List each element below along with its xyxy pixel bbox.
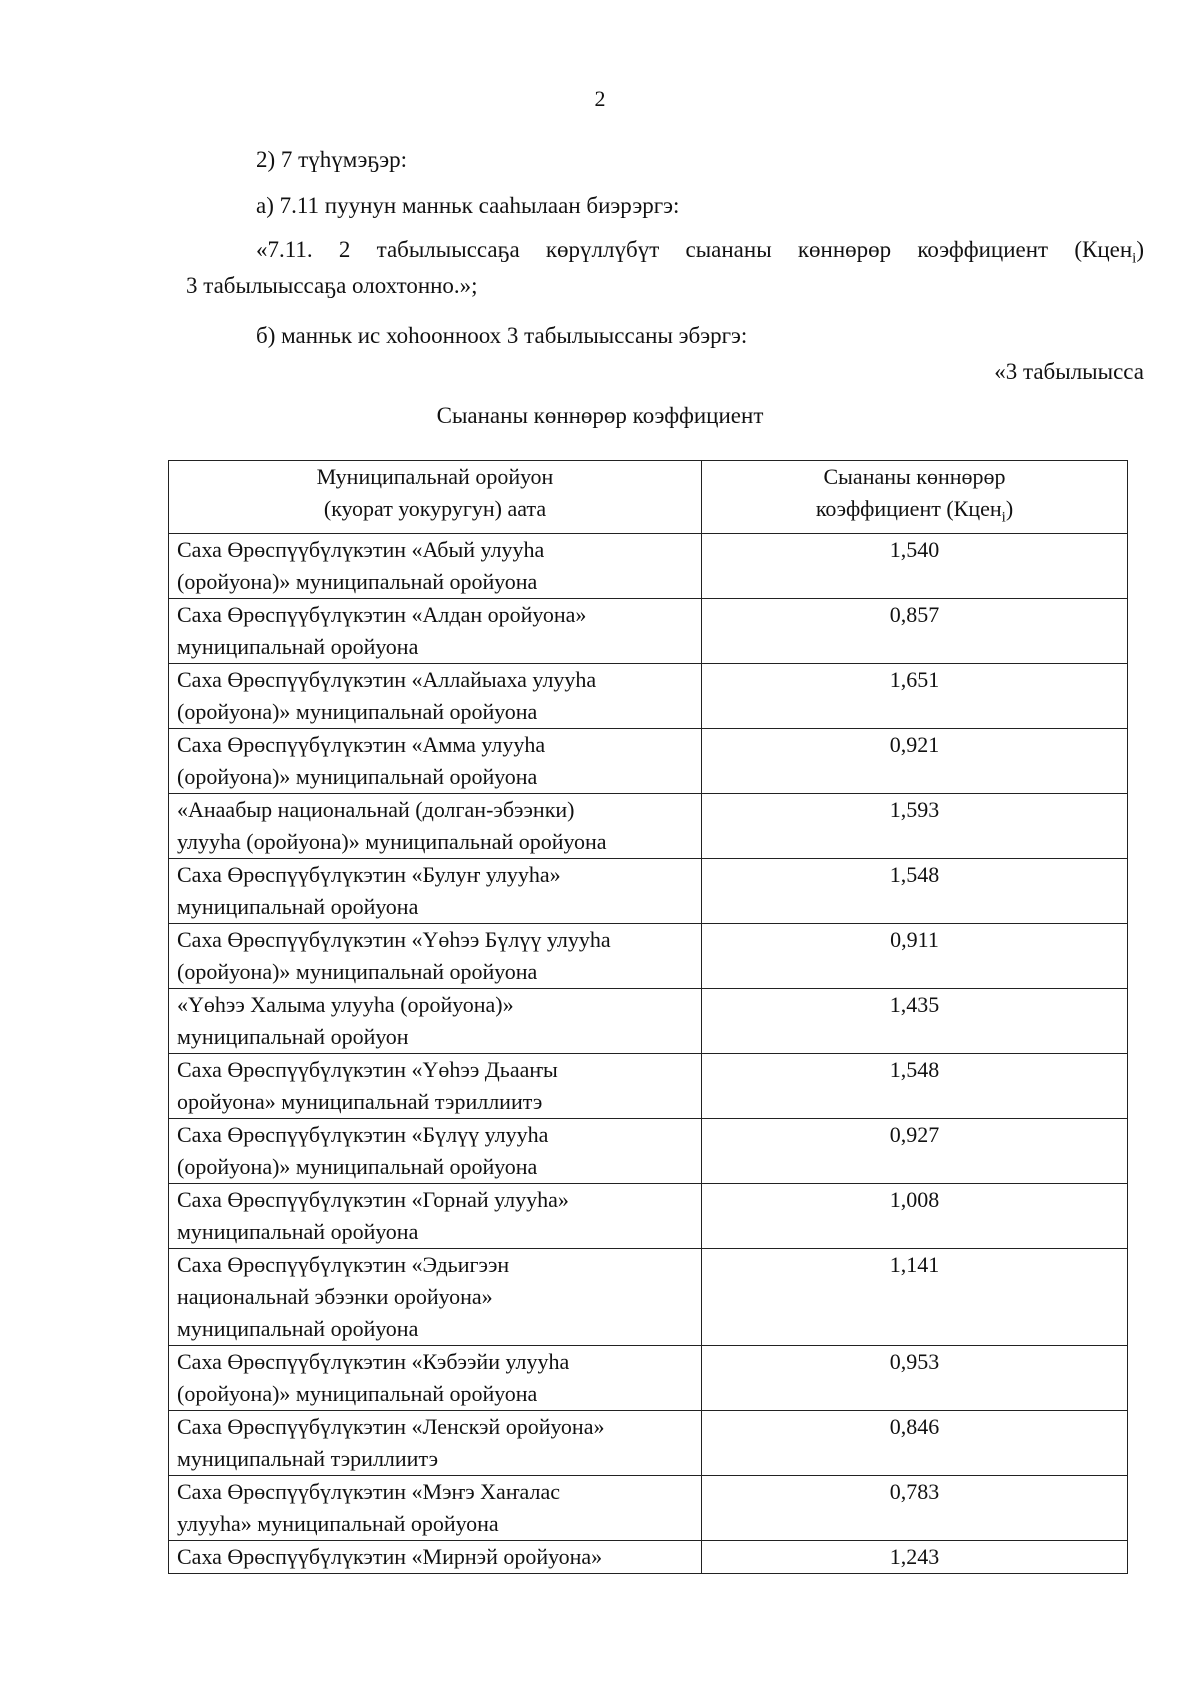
municipality-name-cell bbox=[169, 599, 702, 664]
coefficient-value-cell: 1,008 bbox=[702, 1184, 1128, 1249]
table-row bbox=[169, 534, 1128, 599]
municipality-name-cell bbox=[169, 1119, 702, 1184]
municipality-name-cell bbox=[169, 534, 702, 599]
municipality-name-cell bbox=[169, 1411, 702, 1476]
municipality-name-line: Саха Өрөспүүбүлүкэтин «Булуҥ улууһа» bbox=[177, 862, 561, 888]
header-municipality-line2: (куорат уокуругун) аата bbox=[323, 496, 547, 521]
table-row bbox=[169, 1184, 1128, 1249]
table-row bbox=[169, 729, 1128, 794]
table-row bbox=[169, 794, 1128, 859]
municipality-name-line: Саха Өрөспүүбүлүкэтин «Кэбээйи улууһа bbox=[177, 1349, 570, 1375]
paragraph-item-b: б) манньк ис хоһоонноох 3 табылыыссаны эбэргэ: bbox=[256, 323, 748, 348]
coefficient-value-cell: 1,651 bbox=[702, 664, 1128, 729]
coefficient-value-cell: 1,593 bbox=[702, 794, 1128, 859]
municipality-name-line: «Үөһээ Халыма улууһа (оройуона)» bbox=[177, 992, 514, 1018]
municipality-name-line: «Анаабыр национальнай (долган-эбээнки) bbox=[177, 797, 575, 823]
municipality-name-line: Саха Өрөспүүбүлүкэтин «Ленскэй оройуона» bbox=[177, 1414, 605, 1440]
municipality-name-line: (оройуона)» муниципальнай оройуона bbox=[177, 764, 538, 790]
coefficient-value-cell: 1,243 bbox=[702, 1541, 1128, 1574]
coefficient-value-cell: 1,548 bbox=[702, 1054, 1128, 1119]
table-row bbox=[169, 1346, 1128, 1411]
quote-subscript: i bbox=[1132, 250, 1137, 267]
municipality-name-line: оройуона» муниципальнай тэриллиитэ bbox=[177, 1089, 543, 1115]
municipality-name-cell bbox=[169, 794, 702, 859]
municipality-name-cell bbox=[169, 1541, 702, 1574]
paragraph-item-2: 2) 7 түһүмэҕэр: bbox=[256, 147, 408, 172]
quote-close: ) bbox=[1136, 237, 1144, 262]
municipality-name-line: Саха Өрөспүүбүлүкэтин «Үөһээ Дьааҥы bbox=[177, 1057, 558, 1083]
paragraph-item-a: а) 7.11 пуунун манньк сааһылаан биэрэргэ: bbox=[256, 193, 680, 218]
municipality-name-cell bbox=[169, 1346, 702, 1411]
municipality-name-line: муниципальнай оройуона bbox=[177, 1316, 419, 1342]
municipality-name-line: муниципальнай оройуон bbox=[177, 1024, 409, 1050]
table-row bbox=[169, 1541, 1128, 1574]
coefficient-value-cell: 1,540 bbox=[702, 534, 1128, 599]
municipality-name-line: Саха Өрөспүүбүлүкэтин «Алдан оройуона» bbox=[177, 602, 587, 628]
header-coefficient bbox=[702, 461, 1128, 534]
municipality-name-line: Саха Өрөспүүбүлүкэтин «Абый улууһа bbox=[177, 537, 545, 563]
table-row bbox=[169, 859, 1128, 924]
quote-text: «7.11. 2 табылыыссаҕа көрүллүбүт сыананы көннөрөр коэффициент (Кцен bbox=[256, 237, 1133, 262]
coefficient-value-cell: 1,435 bbox=[702, 989, 1128, 1054]
header-coefficient-close: ) bbox=[1005, 496, 1014, 521]
municipality-name-line: улууһа» муниципальнай оройуона bbox=[177, 1511, 499, 1537]
municipality-name-line: муниципальнай тэриллиитэ bbox=[177, 1446, 439, 1472]
municipality-name-line: Саха Өрөспүүбүлүкэтин «Горнай улууһа» bbox=[177, 1187, 569, 1213]
header-coefficient-line2 bbox=[710, 493, 1119, 533]
municipality-name-line: национальнай эбээнки оройуона» bbox=[177, 1284, 493, 1310]
table-reference: «3 табылыысса bbox=[994, 359, 1144, 384]
municipality-name-line: (оройуона)» муниципальнай оройуона bbox=[177, 699, 538, 725]
municipality-name-line: Саха Өрөспүүбүлүкэтин «Бүлүү улууһа bbox=[177, 1122, 549, 1148]
coefficient-value-cell: 0,911 bbox=[702, 924, 1128, 989]
municipality-name-line: Саха Өрөспүүбүлүкэтин «Үөһээ Бүлүү улууһа bbox=[177, 927, 611, 953]
header-municipality-line1: Муниципальнай оройуон bbox=[316, 464, 554, 489]
municipality-name-cell bbox=[169, 989, 702, 1054]
municipality-name-line: муниципальнай оройуона bbox=[177, 1219, 419, 1245]
header-municipality bbox=[169, 461, 702, 534]
municipality-name-cell bbox=[169, 1054, 702, 1119]
table-header-row bbox=[169, 461, 1128, 534]
table-row bbox=[169, 924, 1128, 989]
table-row bbox=[169, 664, 1128, 729]
table-title: Сыананы көннөрөр коэффициент bbox=[436, 403, 764, 428]
municipality-name-line: Саха Өрөспүүбүлүкэтин «Мэҥэ Хаҥалас bbox=[177, 1479, 560, 1505]
municipality-name-line: Саха Өрөспүүбүлүкэтин «Эдьигээн bbox=[177, 1252, 510, 1278]
header-coefficient-line1: Сыананы көннөрөр bbox=[823, 464, 1006, 489]
table-row bbox=[169, 1476, 1128, 1541]
coefficient-table bbox=[168, 460, 1128, 1574]
coefficient-value-cell: 1,141 bbox=[702, 1249, 1128, 1346]
paragraph-quote-continuation: 3 табылыыссаҕа олохтонно.»; bbox=[186, 273, 478, 298]
coefficient-value-cell: 1,548 bbox=[702, 859, 1128, 924]
coefficient-value-cell: 0,921 bbox=[702, 729, 1128, 794]
municipality-name-line: муниципальнай оройуона bbox=[177, 894, 419, 920]
coefficient-value-cell: 0,846 bbox=[702, 1411, 1128, 1476]
table-row bbox=[169, 1411, 1128, 1476]
municipality-name-cell bbox=[169, 729, 702, 794]
municipality-name-cell bbox=[169, 1476, 702, 1541]
table-row bbox=[169, 1249, 1128, 1346]
municipality-name-line: (оройуона)» муниципальнай оройуона bbox=[177, 1381, 538, 1407]
table-row bbox=[169, 599, 1128, 664]
municipality-name-line: (оройуона)» муниципальнай оройуона bbox=[177, 1154, 538, 1180]
municipality-name-cell bbox=[169, 1249, 702, 1346]
header-coefficient-text: коэффициент (Кцен bbox=[815, 496, 1002, 521]
table-row bbox=[169, 989, 1128, 1054]
municipality-name-line: (оройуона)» муниципальнай оройуона bbox=[177, 959, 538, 985]
municipality-name-cell bbox=[169, 664, 702, 729]
municipality-name-line: Саха Өрөспүүбүлүкэтин «Аллайыаха улууһа bbox=[177, 667, 597, 693]
page-number: 2 bbox=[594, 86, 606, 111]
table-body bbox=[169, 534, 1128, 1574]
table-row bbox=[169, 1119, 1128, 1184]
header-coefficient-sub: i bbox=[1001, 509, 1006, 526]
municipality-name-line: Саха Өрөспүүбүлүкэтин «Амма улууһа bbox=[177, 732, 546, 758]
municipality-name-cell bbox=[169, 1184, 702, 1249]
municipality-name-line: муниципальнай оройуона bbox=[177, 634, 419, 660]
municipality-name-line: улууһа (оройуона)» муниципальнай оройуона bbox=[177, 829, 607, 855]
coefficient-value-cell: 0,783 bbox=[702, 1476, 1128, 1541]
municipality-name-cell bbox=[169, 924, 702, 989]
municipality-name-line: (оройуона)» муниципальнай оройуона bbox=[177, 569, 538, 595]
municipality-name-line: Саха Өрөспүүбүлүкэтин «Мирнэй оройуона» bbox=[177, 1544, 603, 1570]
municipality-name-cell bbox=[169, 859, 702, 924]
coefficient-value-cell: 0,927 bbox=[702, 1119, 1128, 1184]
coefficient-value-cell: 0,953 bbox=[702, 1346, 1128, 1411]
coefficient-value-cell: 0,857 bbox=[702, 599, 1128, 664]
table-row bbox=[169, 1054, 1128, 1119]
